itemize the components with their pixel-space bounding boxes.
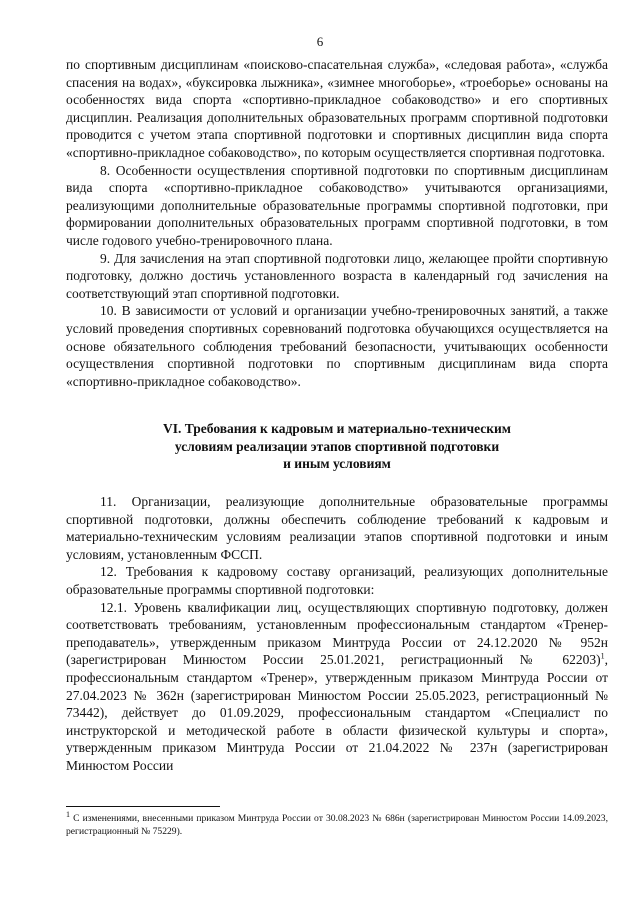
- footnote-reference: 1: [600, 651, 605, 661]
- paragraph-12: 12. Требования к кадровому составу организаций, реализующих дополнительные образовательные программы спортивной подготовки:: [66, 564, 608, 598]
- paragraph-11: 11. Организации, реализующие дополнительные образовательные программы спортивной подготовки, должны обеспечить соблюдение требований к кадровым и материально-техническим условиям реализации этапов спортивной подготовки и иным условиям, установленным ФССП.: [66, 494, 608, 562]
- section-heading-line-1: VI. Требования к кадровым и материально-техническим: [163, 421, 511, 437]
- footnote-mark: 1: [66, 809, 70, 819]
- section-heading: [66, 420, 608, 473]
- paragraph-continuation: по спортивным дисциплинам «поисково-спасательная служба», «следовая работа», «служба спасения на водах», «буксировка лыжника», «зимнее многоборье», «троеборье» основаны на особенностях вида спорта «спортивно-прикладное собаководство» и его спортивных дисциплин. Реализация дополнительных образовательных программ спортивной подготовки проводится с учетом этапа спортивной подготовки и спортивных дисциплин вида спорта «спортивно-прикладное собаководство», по которым осуществляется спортивная подготовка.: [66, 57, 608, 160]
- page-number: 6: [316, 34, 324, 49]
- paragraph-12-1: [66, 599, 608, 775]
- paragraph-9: 9. Для зачисления на этап спортивной подготовки лицо, желающее пройти спортивную подготовку, должно достичь установленного возраста в календарный год зачисления на соответствующий этап спортивной подготовки.: [66, 250, 608, 301]
- document-body: [66, 56, 608, 775]
- section-heading-line-3: и иным условиям: [283, 456, 391, 472]
- paragraph-8: 8. Особенности осуществления спортивной подготовки по спортивным дисциплинам вида спорта «спортивно-прикладное собаководство» учитываются организациями, реализующими дополнительные образовательные программы спортивной подготовки, при формировании дополнительных образовательных программ спортивной подготовки, в том числе годового учебно-тренировочного плана.: [66, 162, 608, 248]
- paragraph-12-1-part-2: , профессиональным стандартом «Тренер», утвержденным приказом Минтруда России от 27.04.2023 № 362н (зарегистрирован Минюстом России 25.05.2023, регистрационный № 73442), действует до 01.09.2029, профессиональным стандартом «Специалист по инструкторской и методической работе в области физической культуры и спорта», утвержденным приказом Минтруда России от 21.04.2022 № 237н (зарегистрирован Минюстом России: [66, 652, 608, 773]
- paragraph-10: 10. В зависимости от условий и организации учебно-тренировочных занятий, а также условий проведения спортивных соревнований подготовка обучающихся осуществляется на основе обязательного соблюдения требований безопасности, учитывающих особенности осуществления спортивной подготовки по спортивным дисциплинам вида спорта «спортивно-прикладное собаководство».: [66, 303, 608, 389]
- footnote-text: С изменениями, внесенными приказом Минтруда России от 30.08.2023 № 686н (зарегистрирован Минюстом России 14.09.2023, регистрационный № 75229).: [66, 813, 608, 837]
- section-heading-line-2: условиям реализации этапов спортивной подготовки: [174, 438, 500, 454]
- footnote-divider: [66, 806, 220, 807]
- paragraph-12-1-part-1: 12.1. Уровень квалификации лиц, осуществляющих спортивную подготовку, должен соответствовать требованиям, установленным профессиональным стандартом «Тренер-преподаватель», утвержденным приказом Минтруда России от 24.12.2020 № 952н (зарегистрирован Минюстом России 25.01.2021, регистрационный № 62203): [66, 599, 608, 668]
- footnote: [66, 809, 608, 838]
